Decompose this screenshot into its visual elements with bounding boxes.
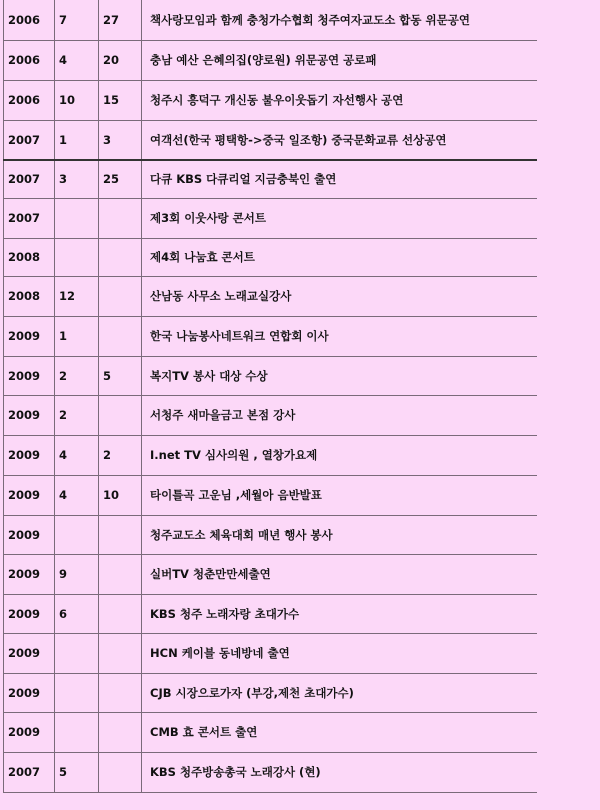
day-cell [99, 276, 142, 316]
event-cell: KBS 청주방송총국 노래강사 (현) [142, 752, 538, 792]
day-cell: 20 [99, 40, 142, 80]
table-row [4, 198, 538, 238]
day-cell: 3 [99, 120, 142, 160]
year-cell: 2007 [4, 752, 55, 792]
year-cell: 2009 [4, 515, 55, 554]
day-cell: 25 [99, 160, 142, 198]
table-row [4, 80, 538, 120]
table-row [4, 276, 538, 316]
activity-history-table [3, 0, 537, 793]
event-cell: HCN 케이블 동네방네 출연 [142, 633, 538, 673]
year-cell: 2009 [4, 594, 55, 633]
event-cell: 제4회 나눔효 콘서트 [142, 238, 538, 276]
year-cell: 2009 [4, 554, 55, 594]
year-cell: 2007 [4, 198, 55, 238]
table-row [4, 40, 538, 80]
event-cell: 산남동 사무소 노래교실강사 [142, 276, 538, 316]
day-cell [99, 712, 142, 752]
day-cell: 2 [99, 435, 142, 475]
day-cell: 10 [99, 475, 142, 515]
table-row [4, 673, 538, 712]
month-cell: 9 [55, 554, 99, 594]
table-row [4, 515, 538, 554]
table-row [4, 435, 538, 475]
month-cell: 2 [55, 395, 99, 435]
day-cell: 5 [99, 356, 142, 395]
event-cell: 여객선(한국 평택항->중국 일조항) 중국문화교류 선상공연 [142, 120, 538, 160]
year-cell: 2009 [4, 712, 55, 752]
table-row [4, 160, 538, 198]
event-cell: 책사랑모임과 함께 충청가수협회 청주여자교도소 합동 위문공연 [142, 0, 538, 40]
table-row [4, 0, 538, 40]
day-cell [99, 316, 142, 356]
event-cell: 서청주 새마을금고 본점 강사 [142, 395, 538, 435]
month-cell: 2 [55, 356, 99, 395]
year-cell: 2008 [4, 238, 55, 276]
event-cell: 청주시 흥덕구 개신동 불우이웃돕기 자선행사 공연 [142, 80, 538, 120]
day-cell [99, 395, 142, 435]
day-cell: 27 [99, 0, 142, 40]
year-cell: 2009 [4, 316, 55, 356]
year-cell: 2009 [4, 673, 55, 712]
table-row [4, 475, 538, 515]
table-body [4, 0, 538, 792]
day-cell: 15 [99, 80, 142, 120]
year-cell: 2008 [4, 276, 55, 316]
month-cell: 4 [55, 40, 99, 80]
month-cell [55, 198, 99, 238]
year-cell: 2009 [4, 475, 55, 515]
table-row [4, 316, 538, 356]
day-cell [99, 198, 142, 238]
table-row [4, 633, 538, 673]
month-cell: 12 [55, 276, 99, 316]
event-cell: 실버TV 청춘만만세출연 [142, 554, 538, 594]
month-cell: 4 [55, 435, 99, 475]
month-cell [55, 238, 99, 276]
month-cell: 4 [55, 475, 99, 515]
month-cell: 1 [55, 316, 99, 356]
table-row [4, 594, 538, 633]
month-cell: 10 [55, 80, 99, 120]
event-cell: KBS 청주 노래자랑 초대가수 [142, 594, 538, 633]
month-cell [55, 673, 99, 712]
event-cell: CMB 효 콘서트 출연 [142, 712, 538, 752]
year-cell: 2006 [4, 40, 55, 80]
day-cell [99, 673, 142, 712]
day-cell [99, 594, 142, 633]
month-cell: 6 [55, 594, 99, 633]
year-cell: 2007 [4, 120, 55, 160]
month-cell [55, 712, 99, 752]
month-cell [55, 633, 99, 673]
event-cell: 청주교도소 체육대회 매년 행사 봉사 [142, 515, 538, 554]
month-cell: 5 [55, 752, 99, 792]
year-cell: 2009 [4, 435, 55, 475]
day-cell [99, 515, 142, 554]
event-cell: 한국 나눔봉사네트워크 연합회 이사 [142, 316, 538, 356]
table-row [4, 356, 538, 395]
month-cell [55, 515, 99, 554]
event-cell: 타이틀곡 고운님 ,세월아 음반발표 [142, 475, 538, 515]
year-cell: 2009 [4, 356, 55, 395]
table-row [4, 554, 538, 594]
table-row [4, 120, 538, 160]
table-row [4, 238, 538, 276]
event-cell: CJB 시장으로가자 (부강,제천 초대가수) [142, 673, 538, 712]
year-cell: 2009 [4, 633, 55, 673]
year-cell: 2006 [4, 0, 55, 40]
table-row [4, 752, 538, 792]
event-cell: 제3회 이웃사랑 콘서트 [142, 198, 538, 238]
month-cell: 3 [55, 160, 99, 198]
month-cell: 1 [55, 120, 99, 160]
event-cell: 충남 예산 은혜의집(양로원) 위문공연 공로패 [142, 40, 538, 80]
table-row [4, 712, 538, 752]
event-cell: I.net TV 심사의원 , 열창가요제 [142, 435, 538, 475]
day-cell [99, 752, 142, 792]
day-cell [99, 554, 142, 594]
event-cell: 다큐 KBS 다큐리얼 지금충북인 출연 [142, 160, 538, 198]
year-cell: 2007 [4, 160, 55, 198]
month-cell: 7 [55, 0, 99, 40]
event-cell: 복지TV 봉사 대상 수상 [142, 356, 538, 395]
day-cell [99, 633, 142, 673]
year-cell: 2009 [4, 395, 55, 435]
day-cell [99, 238, 142, 276]
year-cell: 2006 [4, 80, 55, 120]
table-row [4, 395, 538, 435]
